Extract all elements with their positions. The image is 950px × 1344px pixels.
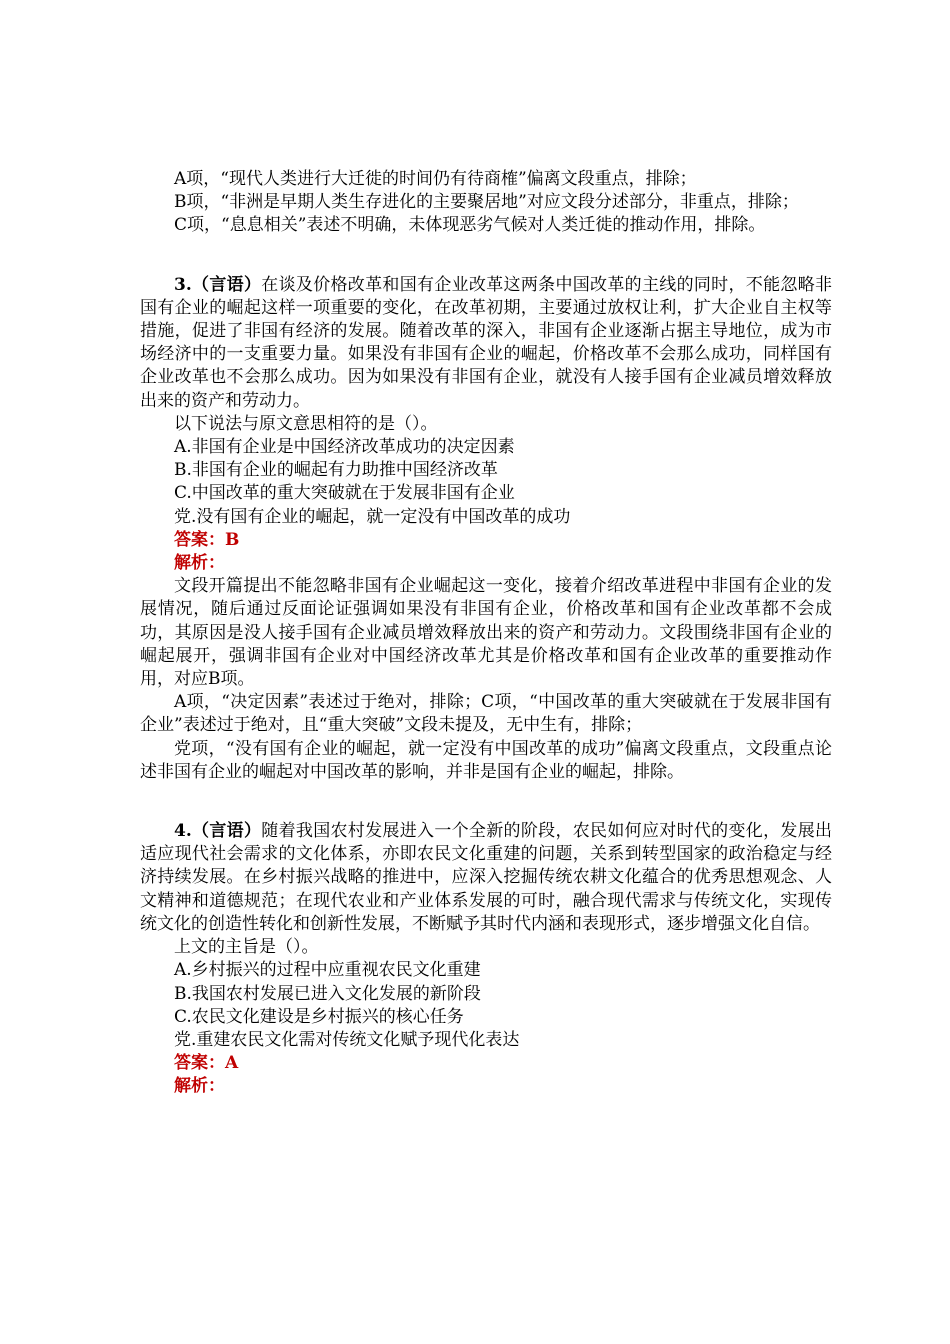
question-4 [140, 820, 832, 1098]
question-tag: （言语） [191, 274, 262, 295]
question-tag: （言语） [191, 821, 262, 842]
question-stem: 在谈及价格改革和国有企业改革这两条中国改革的主线的同时，不能忽略非国有企业的崛起这样一项重要的变化，在改革初期，主要通过放权让利，扩大企业自主权等措施，促进了非国有经济的发展。随着改革的深入，非国有企业逐渐占据主导地位，成为市场经济中的一支重要力量。如果没有非国有企业的崛起，价格改革不会那么成功，同样国有企业改革也不会那么成功。因为如果没有非国有企业，就没有人接手国有企业减员增效释放出来的资产和劳动力。 [140, 274, 833, 411]
analysis-paragraph: 文段开篇提出不能忽略非国有企业崛起这一变化，接着介绍改革进程中非国有企业的发展情况，随后通过反面论证强调如果没有非国有企业，价格改革和国有企业改革都不会成功，其原因是没人接手国有企业减员增效释放出来的资产和劳动力。文段围绕非国有企业的崛起展开，强调非国有企业对中国经济改革尤其是价格改革和国有企业改革的重要推动作用，对应B项。 [140, 576, 832, 690]
prev-analysis-b: B项，“非洲是早期人类生存进化的主要聚居地”对应文段分述部分，非重点，排除； [174, 192, 799, 213]
question-number: 4. [174, 821, 192, 842]
question-3 [140, 274, 832, 784]
option-c: C.中国改革的重大突破就在于发展非国有企业 [174, 483, 515, 504]
analysis-paragraph: 党项，“没有国有企业的崛起，就一定没有中国改革的成功”偏离文段重点，文段重点论述非国有企业的崛起对中国改革的影响，并非是国有企业的崛起，排除。 [140, 738, 832, 782]
option-d: 党.没有国有企业的崛起，就一定没有中国改革的成功 [174, 506, 571, 527]
option-c: C.农民文化建设是乡村振兴的核心任务 [174, 1006, 464, 1027]
analysis-label: 解析： [174, 553, 225, 574]
answer-label: 答案：B [174, 529, 240, 550]
analysis-label: 解析： [174, 1076, 225, 1097]
spacer [140, 784, 832, 820]
option-b: B.我国农村发展已进入文化发展的新阶段 [174, 983, 481, 1004]
question-stem: 随着我国农村发展进入一个全新的阶段，农民如何应对时代的变化，发展出适应现代社会需求的文化体系，亦即农民文化重建的问题，关系到转型国家的政治稳定与经济持续发展。在乡村振兴战略的推进中，应深入挖掘传统农耕文化蕴合的优秀思想观念、人文精神和道德规范；在现代农业和产业体系发展的可时，融合现代需求与传统文化，实现传统文化的创造性转化和创新性发展，不断赋予其时代内涵和表现形式，逐步增强文化自信。 [140, 821, 833, 934]
analysis-paragraph: A项，“决定因素”表述过于绝对，排除；C项，“中国改革的重大突破就在于发展非国有企业”表述过于绝对，且“重大突破”文段未提及，无中生有，排除； [140, 692, 832, 736]
question-4-stem-paragraph [140, 820, 832, 936]
prev-analysis-c: C项，“息息相关”表述不明确，未体现恶劣气候对人类迁徙的推动作用，排除。 [174, 215, 766, 236]
document-page [140, 168, 832, 1099]
question-number: 3. [174, 274, 192, 295]
answer-label: 答案：A [174, 1053, 239, 1074]
option-a: A.乡村振兴的过程中应重视农民文化重建 [174, 960, 481, 981]
spacer [140, 238, 832, 274]
question-prompt: 以下说法与原文意思相符的是（）。 [174, 413, 438, 434]
question-prompt: 上文的主旨是（）。 [174, 937, 319, 958]
option-d: 党.重建农民文化需对传统文化赋予现代化表达 [174, 1029, 520, 1050]
prev-analysis-a: A项，“现代人类进行大迁徙的时间仍有待商榷”偏离文段重点，排除； [174, 169, 697, 189]
option-b: B.非国有企业的崛起有力助推中国经济改革 [174, 460, 498, 481]
option-a: A.非国有企业是中国经济改革成功的决定因素 [174, 437, 515, 458]
question-3-stem-paragraph [140, 274, 832, 413]
